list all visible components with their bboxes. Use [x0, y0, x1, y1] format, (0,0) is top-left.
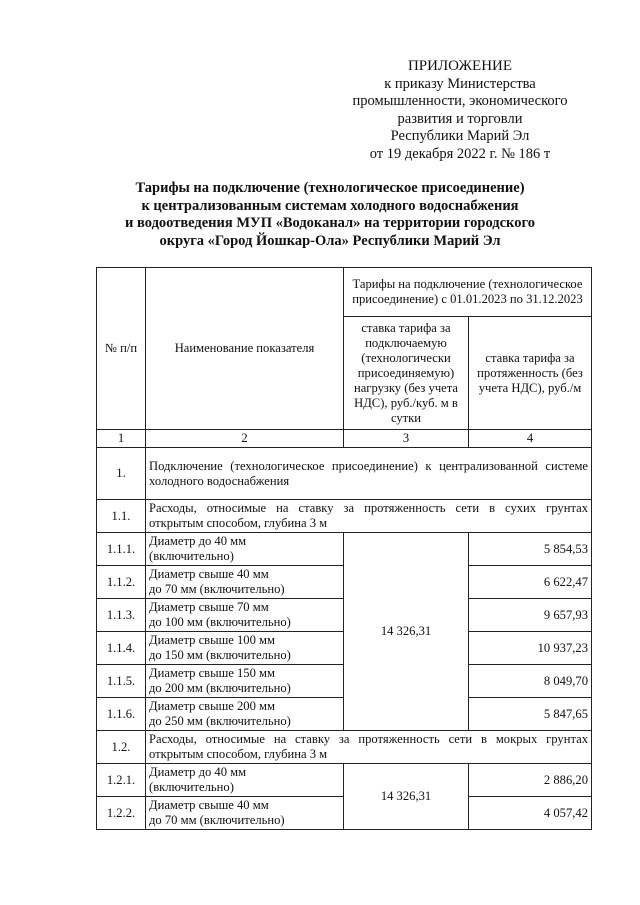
row-name-line: Диаметр свыше 40 мм — [149, 567, 269, 581]
row-num: 1.1.6. — [97, 698, 146, 731]
col-index: 3 — [344, 430, 469, 448]
group-title — [146, 731, 592, 764]
row-name-line: до 150 мм (включительно) — [149, 648, 291, 662]
header-rate-length: ставка тарифа за протяженность (без учета НДС), руб./м — [469, 317, 592, 430]
row-name-line: до 70 мм (включительно) — [149, 813, 285, 827]
appendix-line: промышленности, экономического — [352, 93, 568, 109]
length-rate-cell: 6 622,47 — [469, 566, 592, 599]
row-num: 1.2. — [97, 731, 146, 764]
appendix-line: Республики Марий Эл — [390, 128, 530, 144]
row-name-line: до 100 мм (включительно) — [149, 615, 291, 629]
header-tariffs: Тарифы на подключение (технологическое присоединение) с 01.01.2023 по 31.12.2023 — [344, 268, 592, 317]
row-num: 1.1.5. — [97, 665, 146, 698]
col-index: 1 — [97, 430, 146, 448]
length-rate-cell: 2 886,20 — [469, 764, 592, 797]
row-num: 1.1. — [97, 500, 146, 533]
section-row — [97, 448, 592, 500]
table-row — [97, 764, 592, 797]
title-line: округа «Город Йошкар-Ола» Республики Марий Эл — [159, 232, 501, 249]
length-rate-cell: 9 657,93 — [469, 599, 592, 632]
table-row — [97, 533, 592, 566]
tariff-table — [96, 267, 592, 830]
document-title — [60, 180, 600, 250]
row-name-line: Диаметр до 40 мм — [149, 765, 247, 779]
appendix-line: к приказу Министерства — [384, 75, 536, 92]
appendix-line: развития и торговли — [397, 110, 523, 127]
row-num: 1.1.4. — [97, 632, 146, 665]
row-name-line: Диаметр свыше 150 мм — [149, 666, 275, 680]
row-name — [146, 599, 344, 632]
row-name — [146, 764, 344, 797]
row-num: 1.2.1. — [97, 764, 146, 797]
row-name — [146, 566, 344, 599]
row-num: 1.1.3. — [97, 599, 146, 632]
row-name — [146, 665, 344, 698]
header-num: № п/п — [97, 268, 146, 430]
col-index: 2 — [146, 430, 344, 448]
row-name-line: (включительно) — [149, 549, 234, 563]
row-name-line: Диаметр свыше 70 мм — [149, 600, 269, 614]
group-title-line: открытым способом, глубина 3 м — [149, 747, 328, 761]
row-name-line: до 250 мм (включительно) — [149, 714, 291, 728]
group-title-line: Расходы, относимые на ставку за протяженность сети в сухих грунтах — [149, 501, 588, 515]
header-rate-load: ставка тарифа за подключаемую (технологически присоединяемую) нагрузку (без учета НДС), руб./куб. м в сутки — [344, 317, 469, 430]
row-name-line: до 200 мм (включительно) — [149, 681, 291, 695]
row-num: 1.1.2. — [97, 566, 146, 599]
row-num: 1.1.1. — [97, 533, 146, 566]
title-line: Тарифы на подключение (технологическое присоединение) — [135, 180, 525, 196]
row-name-line: Диаметр свыше 100 мм — [149, 633, 275, 647]
row-num: 1. — [97, 448, 146, 500]
header-name: Наименование показателя — [146, 268, 344, 430]
row-name-line: Диаметр до 40 мм — [149, 534, 247, 548]
load-rate-cell: 14 326,31 — [344, 533, 469, 731]
section-title: Подключение (технологическое присоединение) к централизованной системе холодного водоснабжения — [146, 448, 592, 500]
appendix-order-date: от 19 декабря 2022 г. № 186 т — [369, 145, 551, 162]
row-name-line: до 70 мм (включительно) — [149, 582, 285, 596]
group-row — [97, 731, 592, 764]
group-title-line: открытым способом, глубина 3 м — [149, 516, 328, 530]
row-name-line: (включительно) — [149, 780, 234, 794]
title-line: и водоотведения МУП «Водоканал» на территории городского — [125, 215, 535, 231]
group-row — [97, 500, 592, 533]
group-title-line: Расходы, относимые на ставку за протяженность сети в мокрых грунтах — [149, 732, 588, 746]
length-rate-cell: 10 937,23 — [469, 632, 592, 665]
appendix-block — [330, 58, 590, 163]
length-rate-cell: 5 847,65 — [469, 698, 592, 731]
row-name — [146, 698, 344, 731]
row-name-line: Диаметр свыше 40 мм — [149, 798, 269, 812]
length-rate-cell: 5 854,53 — [469, 533, 592, 566]
load-rate-cell: 14 326,31 — [344, 764, 469, 830]
row-name — [146, 797, 344, 830]
col-index: 4 — [469, 430, 592, 448]
title-line: к централизованным системам холодного водоснабжения — [141, 197, 519, 214]
group-title — [146, 500, 592, 533]
length-rate-cell: 8 049,70 — [469, 665, 592, 698]
row-name — [146, 533, 344, 566]
row-name — [146, 632, 344, 665]
length-rate-cell: 4 057,42 — [469, 797, 592, 830]
row-num: 1.2.2. — [97, 797, 146, 830]
appendix-heading: ПРИЛОЖЕНИЕ — [407, 58, 513, 74]
row-name-line: Диаметр свыше 200 мм — [149, 699, 275, 713]
